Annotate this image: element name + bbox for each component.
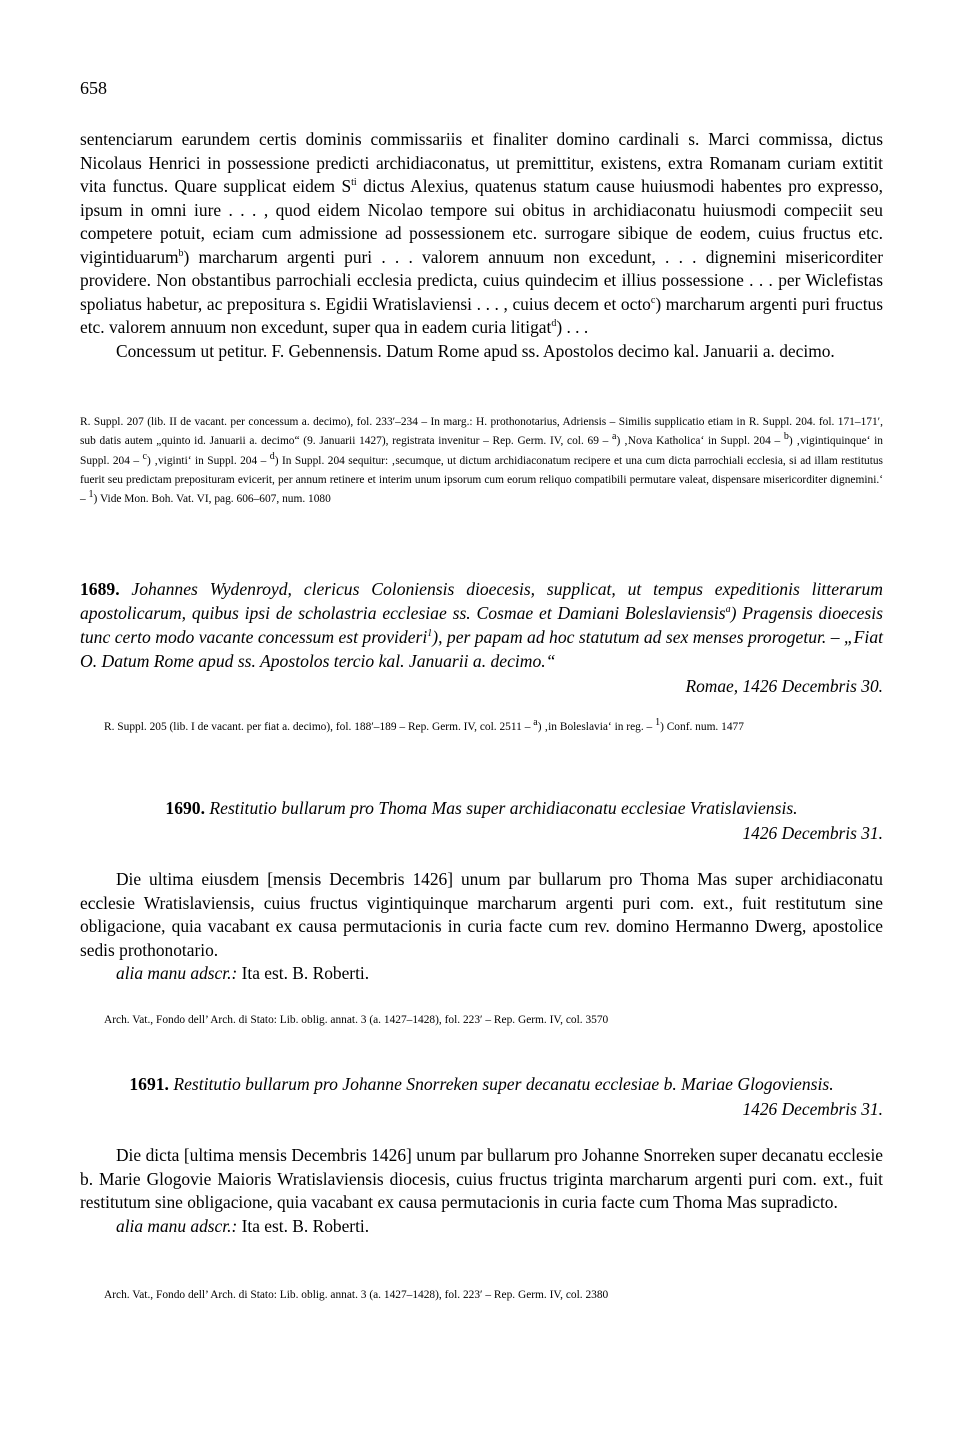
entry-1690-body: Die ultima eiusdem [mensis Decembris 1426] unum par bullarum pro Thoma Mas super archidiaconatu ecclesie Wratislaviensis, cuius fructus vigintiquinque marcharum argenti puri com. ext., fuit restitutum sine obligacione, quia vacabant ex causa permutacionis in curia facte cum rev. domino Hermanno Dwerg, apostolice sedis prothonotario. alia manu adscr.: Ita est. B. Roberti. [80,868,883,986]
entry-1689-date: Romae, 1426 Decembris 30. [685,676,883,696]
entry-number: 1691. [129,1074,169,1094]
entry-number: 1690. [165,798,205,818]
continuation-text [80,128,883,363]
entry-number: 1689. [80,579,120,599]
continuation-footnote: R. Suppl. 207 (lib. II de vacant. per concessum a. decimo), fol. 233′–234 – In marg.: H. prothonotarius, Adriensis – Similis supplicatio etiam in R. Suppl. 204. fol. 171–171′, sub datis autem „quinto id. Januarii a. decimo“ (9. Januarii 1427), registrata invenitur – Rep. Germ. IV, col. 69 – $^a$) ‚Nova Katholica‘ in Suppl. 204 – $^b$) ‚vigintiquinque‘ in Suppl. 204 – $^c$) ‚viginti‘ in Suppl. 204 – $^d$) In Suppl. 204 sequitur: ‚secumque, ut dictum archidiaconatum recipere et una cum dicta parrochiali ecclesia, si ad illam restitutus fuerit seu predictam preposituram evicerit, per annum retinere et interim unum ipsorum cum eorum reliquo compatibili permutare valeat, dispensare misericorditer dignemini.‘ – $^1$) Vide Mon. Boh. Vat. VI, pag. 606–607, num. 1080 [80,416,883,506]
entry-1690-heading: 1690. Restitutio bullarum pro Thoma Mas super archidiaconatu ecclesiae Vratislaviensis. [165,798,798,818]
entry-1690-footnote: Arch. Vat., Fondo dell’ Arch. di Stato: Lib. oblig. annat. 3 (a. 1427–1428), fol. 223′ – Rep. Germ. IV, col. 3570 [104,1014,609,1026]
concessum-line: Concessum ut petitur. F. Gebennensis. Datum Rome apud ss. Apostolos decimo kal. Januarii a. decimo. [116,340,835,361]
entry-1691-date: 1426 Decembris 31. [742,1099,883,1119]
alia-manu-line: alia manu adscr.: Ita est. B. Roberti. [116,1215,370,1236]
entry-1691-footnote: Arch. Vat., Fondo dell’ Arch. di Stato: Lib. oblig. annat. 3 (a. 1427–1428), fol. 223′ – Rep. Germ. IV, col. 2380 [104,1289,609,1301]
entry-1691-body: Die dicta [ultima mensis Decembris 1426] unum par bullarum pro Johanne Snorreken super decanatu ecclesie b. Marie Glogovie Maioris Wratislaviensis diocesis, cuius fructus triginta marcharum argenti puri com. ext., fuit restitutum sine obligacione, quia vacabant ex causa permutacionis in curia facte cum Thoma Mas supradicto. alia manu adscr.: Ita est. B. Roberti. [80,1144,883,1238]
page-number: 658 [80,78,107,98]
entry-1691-heading: 1691. Restitutio bullarum pro Johanne Snorreken super decanatu ecclesiae b. Mariae Glogoviensis. [129,1074,834,1094]
entry-1690-date: 1426 Decembris 31. [742,823,883,843]
entry-1689-heading: 1689. Johannes Wydenroyd, clericus Coloniensis dioecesis, supplicat, ut tempus expeditionis litterarum apostolicarum, quibus ipsi de scholastria ecclesiae ss. Cosmae et Damiani Boleslaviensis$^a$) Pragensis dioecesis tunc certo modo vacante concessum est provideri$^1$), per papam ad hoc statutum ad sex menses prorogetur. – „Fiat O. Datum Rome apud ss. Apostolos tercio kal. Januarii a. decimo.“ [80,579,884,671]
alia-manu-line: alia manu adscr.: Ita est. B. Roberti. [116,963,370,983]
continuation-paragraph: sentenciarum earundem certis dominis commissariis et finaliter domino cardinali s. Marci commissa, dictus Nicolaus Henrici in possessione predicti archidiaconatus, ut premittitur, existens, extra Romanam curiam extitit vita functus. Quare supplicat eidem $S^{ti}$ dictus Alexius, quatenus statum cause huiusmodi habentes pro expresso, ipsum in omni iure . . . , quod eidem Nicolao tempore sui obitus in archidiaconatu huiusmodi compeciit seu competere potuit, eciam cum admissione ad possessionem etc. surrogare sibique de eodem, cuius fructus etc. vigintiduarum$^b$) marcharum argenti puri . . . valorem annuum non excedunt, . . . dignemini misericorditer providere. Non obstantibus parrochiali ecclesia predicta, cuius quindecim et illius possessione . . . per Wiclefistas spoliatus habetur, ac prepositura s. Egidii Wratislaviensi . . . , cuius decem et octo$^c$) marcharum argenti puri fructus etc. valorem annuum non excedunt, super qua in eadem curia litigat$^d$) . . . [80,129,883,337]
entry-1689-footnote: R. Suppl. 205 (lib. I de vacant. per fiat a. decimo), fol. 188′–189 – Rep. Germ. IV, col. 2511 – $^a$) ‚in Boleslavia‘ in reg. – $^1$) Conf. num. 1477 [104,717,744,733]
